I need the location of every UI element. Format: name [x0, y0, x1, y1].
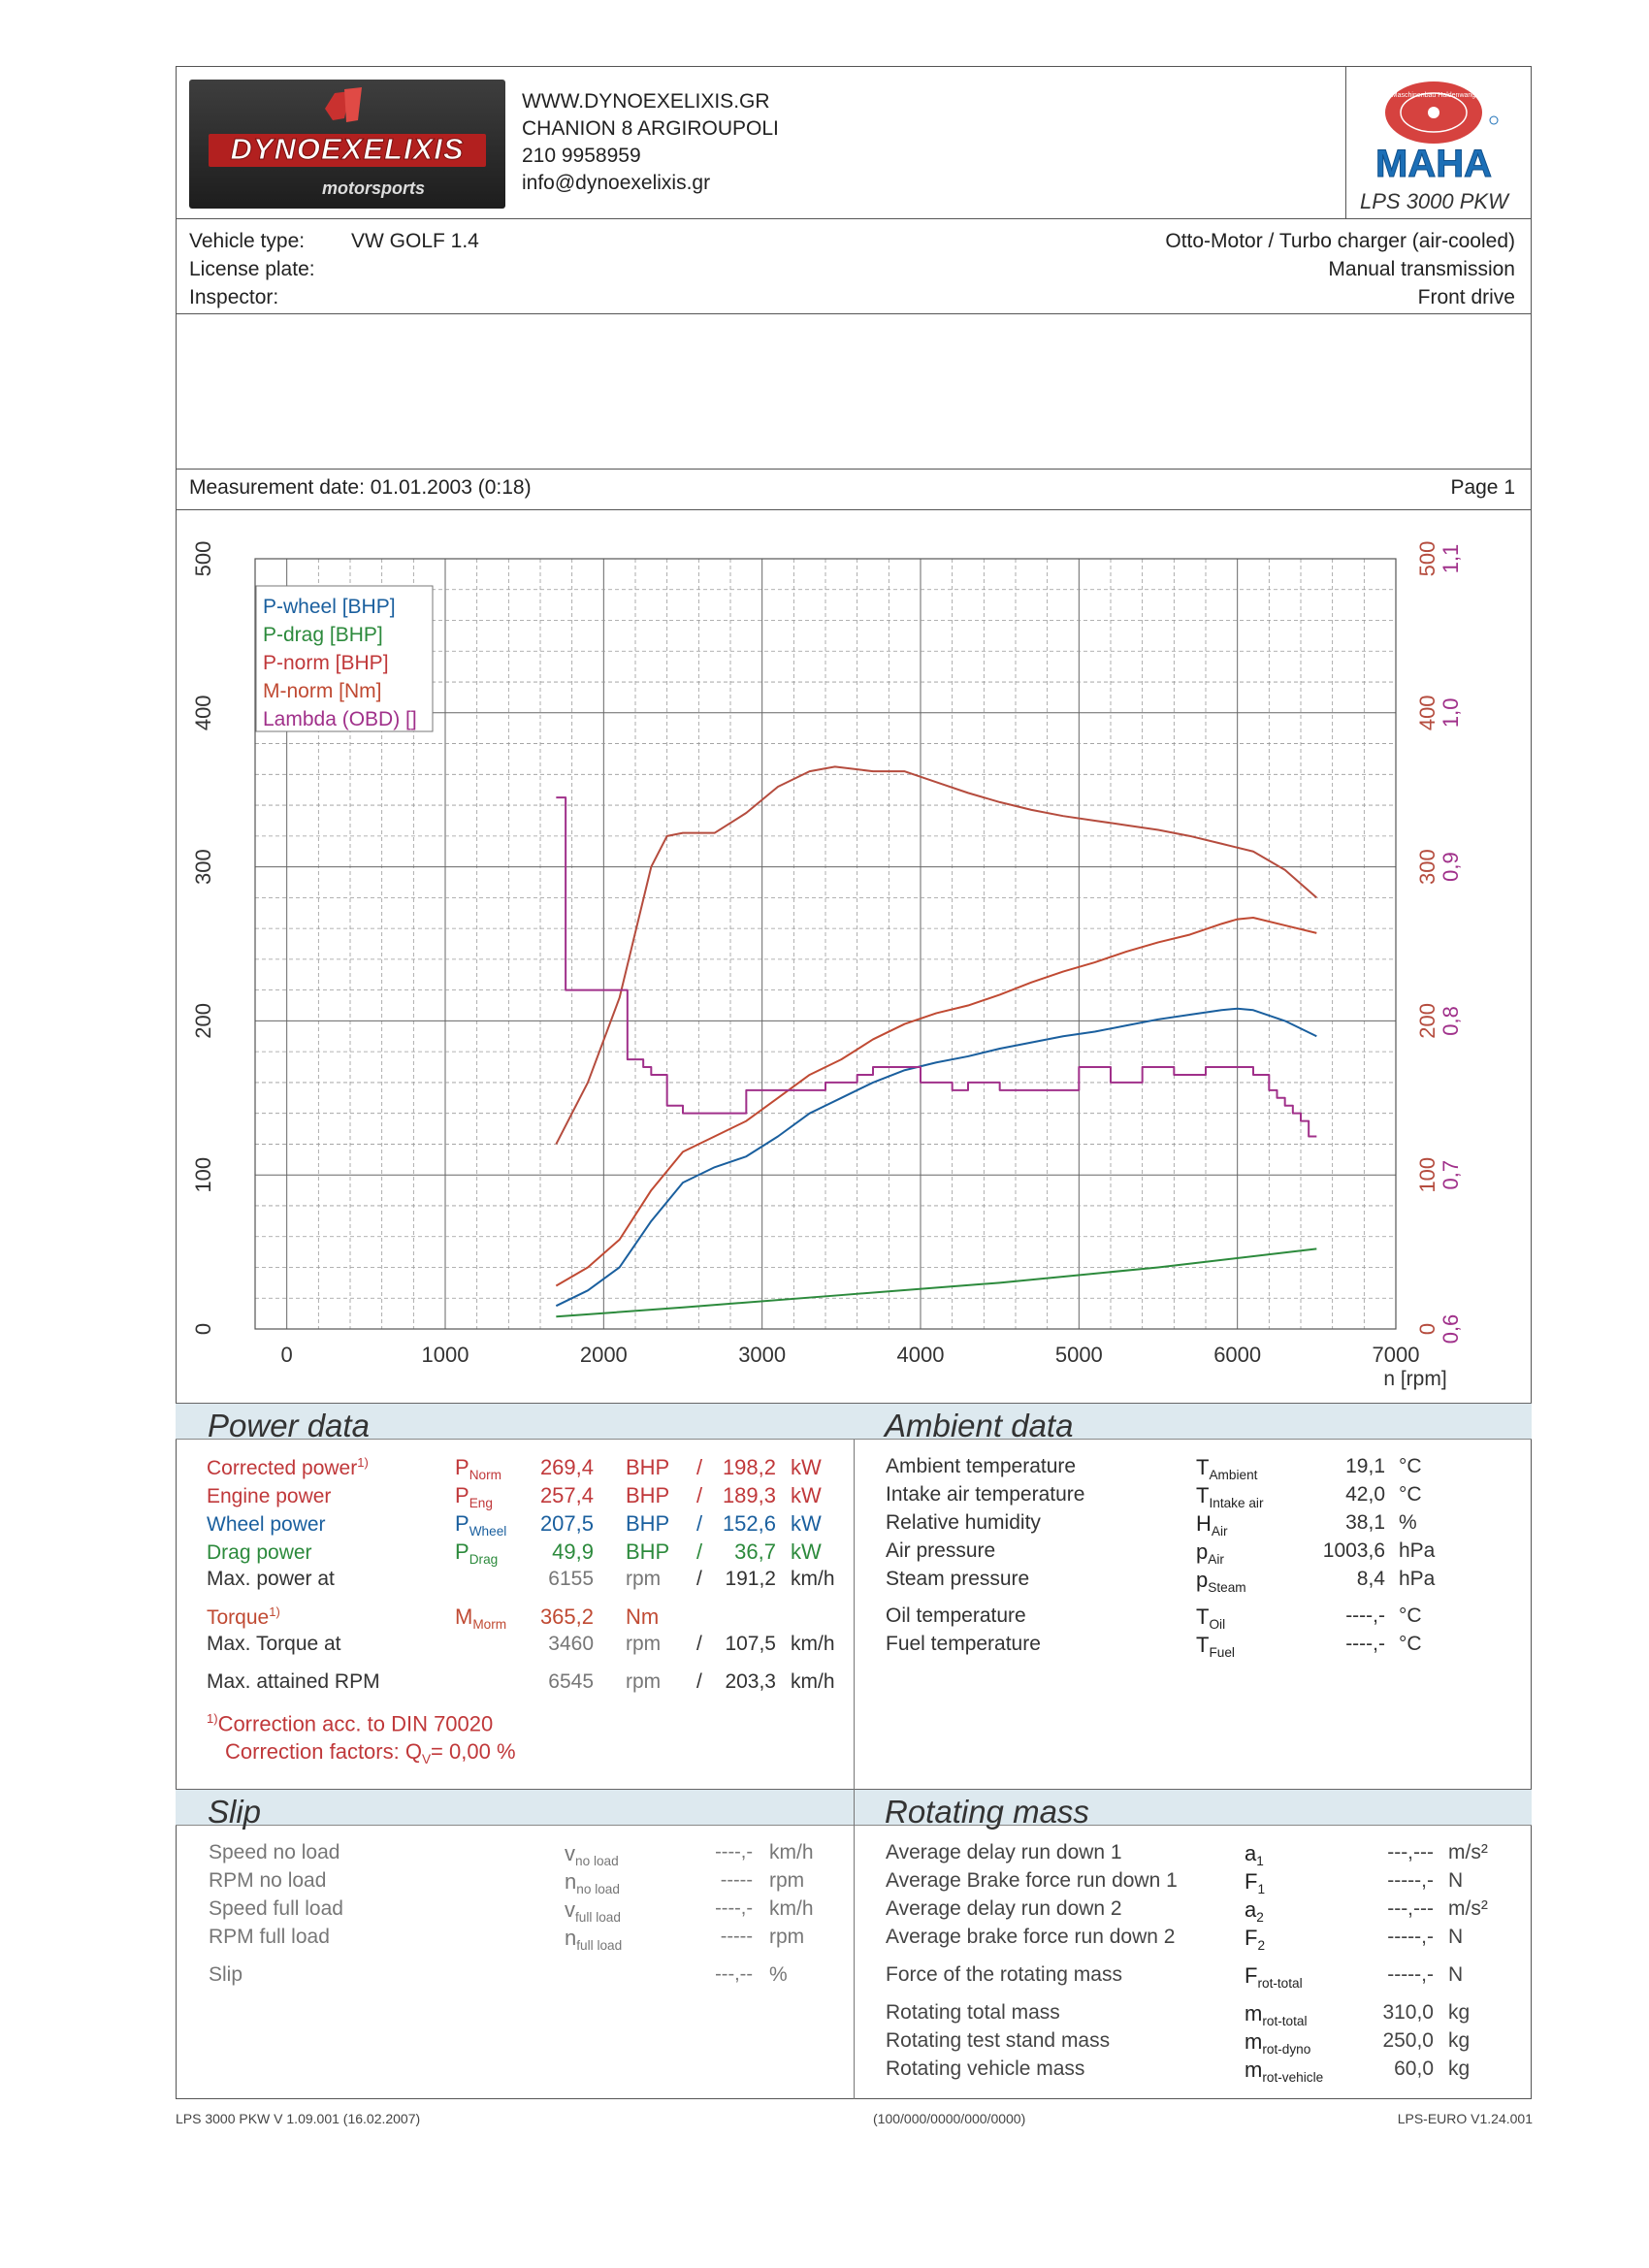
rotating-symbol-subscript: 1 — [1256, 1853, 1264, 1868]
max-power-at-unit: rpm — [626, 1568, 662, 1590]
ambient-row-label: Oil temperature — [886, 1604, 1026, 1627]
slip-unit: rpm — [769, 1926, 805, 1948]
rotating-symbol-subscript: rot-total — [1262, 2013, 1308, 2028]
measurement-date: Measurement date: 01.01.2003 (0:18) — [189, 476, 532, 499]
rotating-value: ---,--- — [1387, 1897, 1434, 1920]
ambient-row-label: Fuel temperature — [886, 1633, 1041, 1655]
correction-text: Correction acc. to DIN 70020 — [217, 1711, 494, 1736]
power-kw-unit: kW — [791, 1455, 822, 1479]
correction-note — [207, 1711, 493, 1736]
slip-symbol-letter: n — [565, 1869, 577, 1894]
torque-label — [207, 1604, 280, 1630]
x-tick-label: 0 — [280, 1343, 293, 1367]
ambient-row-label: Ambient temperature — [886, 1455, 1077, 1477]
right-power-tick-label: 300 — [1415, 849, 1439, 885]
rotating-value: 60,0 — [1394, 2057, 1434, 2080]
power-row-label-text: Drag power — [207, 1541, 312, 1564]
power-kw-value: 152,6 — [722, 1511, 776, 1536]
x-tick-label: 5000 — [1054, 1343, 1103, 1367]
max-rpm-value: 6545 — [548, 1670, 594, 1693]
slip-title: Slip — [208, 1794, 262, 1830]
rotating-row-label: Average Brake force run down 1 — [886, 1869, 1178, 1892]
slip-value: ---,-- — [715, 1963, 753, 1985]
power-symbol-subscript: Norm — [469, 1467, 501, 1482]
rotating-unit: N — [1448, 1926, 1464, 1948]
slip-row-label: Speed no load — [209, 1841, 340, 1863]
rotating-row-label: Average delay run down 2 — [886, 1897, 1122, 1920]
rotating-unit: N — [1448, 1869, 1464, 1892]
power-symbol-letter: P — [455, 1455, 469, 1479]
rotating-unit: kg — [1448, 2029, 1471, 2052]
right-lambda-tick-label: 1,0 — [1439, 697, 1463, 729]
slip-unit: km/h — [769, 1841, 814, 1863]
power-symbol-letter: P — [455, 1483, 469, 1507]
slip-symbol — [565, 1841, 619, 1868]
x-tick-label: 4000 — [896, 1343, 945, 1367]
rotating-value: 250,0 — [1382, 2029, 1434, 2052]
rotating-symbol — [1245, 1897, 1264, 1925]
rotating-symbol-subscript: rot-vehicle — [1262, 2069, 1324, 2085]
max-power-at-speed-unit: km/h — [791, 1568, 835, 1590]
divider — [1345, 66, 1346, 218]
rotating-value: -----,- — [1387, 1963, 1434, 1986]
right-lambda-tick-label: 0,6 — [1439, 1313, 1463, 1345]
power-bhp-value: 49,9 — [552, 1539, 594, 1564]
ambient-unit: hPa — [1399, 1568, 1436, 1590]
power-bhp-unit: BHP — [626, 1455, 670, 1479]
power-kw-value: 189,3 — [722, 1483, 776, 1507]
power-separator: / — [696, 1483, 703, 1507]
rotating-row-label: Average brake force run down 2 — [886, 1926, 1176, 1948]
ambient-symbol-letter: p — [1196, 1568, 1209, 1592]
ambient-symbol-letter: T — [1196, 1483, 1210, 1507]
ambient-symbol-subscript: Air — [1208, 1551, 1224, 1567]
rotating-row-label: Rotating vehicle mass — [886, 2057, 1085, 2080]
max-rpm-separator: / — [696, 1670, 702, 1693]
power-row-label-text: Engine power — [207, 1485, 332, 1507]
ambient-symbol-letter: H — [1196, 1511, 1212, 1536]
rotating-row-label: Rotating test stand mass — [886, 2029, 1111, 2052]
rotating-symbol — [1245, 2029, 1310, 2057]
slip-row-label: Speed full load — [209, 1897, 343, 1920]
rotating-symbol-letter: F — [1245, 1926, 1258, 1950]
ambient-symbol — [1196, 1455, 1257, 1482]
power-row-label-text: Wheel power — [207, 1513, 326, 1536]
x-tick-label: 1000 — [421, 1343, 469, 1367]
slip-unit: km/h — [769, 1897, 814, 1920]
logo-brand-text: DYNOEXELIXIS — [230, 132, 465, 166]
torque-unit: Nm — [626, 1604, 660, 1629]
max-torque-at-unit: rpm — [626, 1633, 662, 1655]
logo-tagline: motorsports — [321, 178, 426, 198]
series-line-3 — [556, 918, 1316, 1286]
rotating-unit: kg — [1448, 2057, 1471, 2080]
maha-ring-text: Maschinenbau Haldenwang — [1391, 92, 1476, 99]
section-header-bar — [176, 1403, 1532, 1440]
torque-value: 365,2 — [539, 1604, 594, 1629]
x-tick-label: 3000 — [738, 1343, 787, 1367]
power-symbol-letter: P — [455, 1511, 469, 1536]
slip-symbol — [565, 1869, 620, 1896]
rotating-value: ---,--- — [1387, 1841, 1434, 1863]
correction-factors-label: Correction factors: Q — [225, 1739, 422, 1764]
rotating-symbol-letter: m — [1245, 2001, 1263, 2025]
page-number: Page 1 — [1450, 476, 1515, 499]
max-torque-at-separator: / — [696, 1633, 702, 1655]
rotating-symbol — [1245, 1869, 1265, 1896]
ambient-value: ----,- — [1345, 1604, 1385, 1627]
max-torque-at-speed-unit: km/h — [791, 1633, 835, 1655]
right-power-tick-label: 500 — [1415, 540, 1439, 577]
dyno-chart — [176, 514, 1532, 1403]
max-torque-at-speed: 107,5 — [725, 1633, 776, 1655]
divider — [176, 313, 1532, 314]
rotating-value: 310,0 — [1382, 2001, 1434, 2024]
rotating-symbol-subscript: 2 — [1256, 1909, 1264, 1925]
ambient-value: 19,1 — [1345, 1455, 1385, 1477]
max-rpm-label: Max. attained RPM — [207, 1670, 380, 1693]
ambient-symbol-subscript: Fuel — [1209, 1644, 1235, 1660]
rotating-row-label: Rotating total mass — [886, 2001, 1060, 2024]
power-row-label-text: Corrected power — [207, 1457, 358, 1479]
rotating-symbol — [1245, 2001, 1308, 2028]
rotating-symbol-letter: m — [1245, 2057, 1263, 2082]
slip-symbol-letter: n — [565, 1926, 577, 1950]
power-row-label — [207, 1455, 369, 1480]
dynoexelixis-logo — [189, 80, 505, 209]
y-tick-label: 500 — [191, 540, 215, 577]
address-text: CHANION 8 ARGIROUPOLI — [522, 117, 779, 140]
rotating-symbol-letter: a — [1245, 1841, 1257, 1865]
legend-entry: P-drag [BHP] — [263, 624, 383, 646]
divider — [176, 469, 1532, 470]
ambient-value: 1003,6 — [1322, 1539, 1385, 1562]
power-bhp-unit: BHP — [626, 1483, 670, 1507]
legend-entry: Lambda (OBD) [] — [263, 708, 417, 730]
rotating-unit: N — [1448, 1963, 1464, 1986]
model-text: LPS 3000 PKW — [1360, 189, 1508, 213]
ambient-unit: hPa — [1399, 1539, 1436, 1562]
rotating-symbol-subscript: rot-dyno — [1262, 2041, 1311, 2057]
series-line-2 — [556, 1248, 1316, 1316]
ambient-value: ----,- — [1345, 1633, 1385, 1655]
website-text: WWW.DYNOEXELIXIS.GR — [522, 90, 770, 113]
footnote-marker: 1) — [357, 1455, 369, 1470]
ambient-value: 38,1 — [1345, 1511, 1385, 1534]
slip-symbol-subscript: no load — [575, 1853, 619, 1868]
slip-value: ----,- — [715, 1897, 753, 1919]
drive-type: Front drive — [1417, 286, 1515, 308]
legend-entry: P-wheel [BHP] — [263, 596, 396, 618]
max-rpm-speed: 203,3 — [725, 1670, 776, 1693]
correction-factors — [225, 1739, 516, 1766]
y-tick-label: 0 — [191, 1322, 215, 1336]
power-row-label — [207, 1539, 312, 1565]
right-lambda-tick-label: 1,1 — [1439, 543, 1463, 574]
slip-row-label: RPM full load — [209, 1926, 330, 1948]
footnote-marker: 1) — [269, 1604, 280, 1619]
ambient-symbol-letter: T — [1196, 1455, 1210, 1479]
x-tick-label: 6000 — [1213, 1343, 1262, 1367]
slip-unit: % — [769, 1963, 788, 1986]
power-data-title: Power data — [208, 1408, 370, 1443]
right-lambda-tick-label: 0,7 — [1439, 1159, 1463, 1190]
ambient-symbol — [1196, 1604, 1225, 1632]
ambient-data-title: Ambient data — [885, 1408, 1074, 1443]
correction-factors-value: = 0,00 % — [431, 1739, 516, 1764]
right-power-tick-label: 0 — [1415, 1322, 1439, 1336]
rotating-symbol-subscript: 2 — [1257, 1937, 1266, 1953]
x-tick-label: 7000 — [1372, 1343, 1420, 1367]
slip-symbol-subscript: full load — [575, 1909, 621, 1925]
rotating-mass-title: Rotating mass — [885, 1794, 1089, 1830]
license-plate-label: License plate: — [189, 258, 315, 280]
slip-symbol-subscript: full load — [576, 1937, 623, 1953]
power-bhp-value: 207,5 — [539, 1511, 594, 1536]
slip-row-label: Slip — [209, 1963, 243, 1986]
max-rpm-unit: rpm — [626, 1670, 662, 1693]
ambient-symbol-letter: p — [1196, 1539, 1209, 1564]
inspector-label: Inspector: — [189, 286, 279, 308]
rotating-symbol — [1245, 1926, 1265, 1953]
power-bhp-value: 257,4 — [539, 1483, 594, 1507]
ambient-symbol — [1196, 1539, 1224, 1567]
rotating-unit: m/s² — [1448, 1841, 1488, 1863]
right-power-tick-label: 100 — [1415, 1156, 1439, 1193]
rotating-unit: kg — [1448, 2001, 1471, 2024]
rotating-symbol-letter: F — [1245, 1963, 1258, 1988]
torque-symbol-letter: M — [455, 1604, 473, 1629]
power-symbol-subscript: Drag — [469, 1551, 499, 1567]
rotating-symbol-letter: m — [1245, 2029, 1263, 2054]
email-text: info@dynoexelixis.gr — [522, 172, 711, 194]
phone-text: 210 9958959 — [522, 145, 641, 167]
ambient-row-label: Relative humidity — [886, 1511, 1041, 1534]
slip-symbol-letter: v — [565, 1897, 575, 1922]
ambient-row-label: Air pressure — [886, 1539, 996, 1562]
power-kw-value: 36,7 — [734, 1539, 776, 1564]
rotating-symbol — [1245, 1841, 1264, 1868]
vehicle-type-value: VW GOLF 1.4 — [351, 230, 479, 252]
max-torque-at-value: 3460 — [548, 1633, 594, 1655]
power-separator: / — [696, 1455, 703, 1479]
rotating-symbol-subscript: rot-total — [1257, 1975, 1303, 1991]
power-symbol-subscript: Eng — [469, 1495, 493, 1510]
slip-symbol — [565, 1926, 622, 1953]
power-kw-unit: kW — [791, 1511, 822, 1536]
power-kw-unit: kW — [791, 1483, 822, 1507]
ambient-row-label: Intake air temperature — [886, 1483, 1085, 1506]
max-power-at-speed: 191,2 — [725, 1568, 776, 1590]
vehicle-type-label: Vehicle type: — [189, 230, 306, 252]
power-symbol-letter: P — [455, 1539, 469, 1564]
chart-legend — [256, 586, 433, 731]
power-row-label — [207, 1483, 331, 1508]
power-row-label — [207, 1511, 326, 1537]
power-symbol — [455, 1455, 501, 1482]
ambient-value: 8,4 — [1356, 1568, 1385, 1590]
right-power-tick-label: 200 — [1415, 1003, 1439, 1039]
footer-version: LPS 3000 PKW V 1.09.001 (16.02.2007) — [176, 2111, 421, 2126]
ambient-unit: °C — [1399, 1483, 1422, 1506]
ambient-unit: °C — [1399, 1455, 1422, 1477]
torque-label-text: Torque — [207, 1606, 270, 1629]
max-torque-at-label: Max. Torque at — [207, 1633, 341, 1655]
rotating-row-label: Average delay run down 1 — [886, 1841, 1122, 1863]
x-axis-label: n [rpm] — [1383, 1368, 1447, 1390]
ambient-symbol-letter: T — [1196, 1633, 1210, 1657]
slip-unit: rpm — [769, 1869, 805, 1892]
x-tick-label: 2000 — [579, 1343, 628, 1367]
ambient-symbol-letter: T — [1196, 1604, 1210, 1629]
ambient-symbol-subscript: Air — [1211, 1523, 1228, 1539]
engine-type: Otto-Motor / Turbo charger (air-cooled) — [1165, 230, 1515, 252]
slip-value: ----- — [720, 1926, 753, 1947]
legend-entry: P-norm [BHP] — [263, 652, 389, 674]
max-rpm-speed-unit: km/h — [791, 1670, 835, 1693]
ambient-value: 42,0 — [1345, 1483, 1385, 1506]
power-bhp-unit: BHP — [626, 1511, 670, 1536]
max-power-at-separator: / — [696, 1568, 702, 1590]
power-symbol — [455, 1511, 506, 1539]
slip-symbol-letter: v — [565, 1841, 575, 1865]
rotating-row-label: Force of the rotating mass — [886, 1963, 1122, 1986]
divider — [176, 218, 1532, 219]
ambient-unit: °C — [1399, 1633, 1422, 1655]
right-lambda-tick-label: 0,8 — [1439, 1006, 1463, 1036]
divider — [854, 1403, 855, 1789]
ambient-symbol — [1196, 1633, 1235, 1660]
slip-row-label: RPM no load — [209, 1869, 327, 1892]
ambient-symbol — [1196, 1511, 1228, 1539]
footnote-marker: 1) — [207, 1711, 218, 1726]
power-separator: / — [696, 1511, 703, 1536]
power-symbol — [455, 1483, 493, 1510]
rotating-value: -----,- — [1387, 1869, 1434, 1892]
slip-symbol — [565, 1897, 621, 1925]
torque-symbol — [455, 1604, 506, 1632]
slip-value: ----,- — [715, 1841, 753, 1863]
rotating-symbol — [1245, 2057, 1323, 2085]
legend-entry: M-norm [Nm] — [263, 680, 382, 702]
rotating-symbol-letter: a — [1245, 1897, 1257, 1922]
ambient-unit: °C — [1399, 1604, 1422, 1627]
power-kw-value: 198,2 — [722, 1455, 776, 1479]
power-bhp-unit: BHP — [626, 1539, 670, 1564]
right-power-tick-label: 400 — [1415, 695, 1439, 731]
rotating-value: -----,- — [1387, 1926, 1434, 1948]
correction-factors-subscript: V — [421, 1751, 432, 1766]
ambient-symbol-subscript: Ambient — [1209, 1467, 1258, 1482]
ambient-unit: % — [1399, 1511, 1417, 1534]
y-tick-label: 300 — [191, 849, 215, 885]
divider — [176, 509, 1532, 510]
ambient-symbol — [1196, 1483, 1264, 1510]
chart-series — [556, 766, 1316, 1316]
ambient-symbol-subscript: Steam — [1208, 1579, 1246, 1595]
power-bhp-value: 269,4 — [539, 1455, 594, 1479]
maha-logo-text: MAHA — [1375, 143, 1492, 182]
torque-symbol-subscript: Morm — [472, 1616, 507, 1632]
series-line-4 — [556, 766, 1316, 1144]
rotating-symbol-subscript: 1 — [1257, 1881, 1266, 1896]
max-power-at-value: 6155 — [548, 1568, 594, 1590]
ambient-symbol-subscript: Intake air — [1209, 1495, 1264, 1510]
power-symbol — [455, 1539, 498, 1567]
ambient-row-label: Steam pressure — [886, 1568, 1030, 1590]
series-line-5 — [556, 797, 1316, 1136]
footer-code: (100/000/0000/000/0000) — [873, 2111, 1026, 2126]
slip-value: ----- — [720, 1869, 753, 1891]
right-lambda-tick-label: 0,9 — [1439, 852, 1463, 882]
transmission-type: Manual transmission — [1328, 258, 1515, 280]
slip-symbol-subscript: no load — [576, 1881, 620, 1896]
y-tick-label: 100 — [191, 1156, 215, 1193]
divider — [854, 1789, 855, 2099]
y-tick-label: 400 — [191, 695, 215, 731]
max-power-at-label: Max. power at — [207, 1568, 335, 1590]
power-kw-unit: kW — [791, 1539, 822, 1564]
rotating-symbol-letter: F — [1245, 1869, 1258, 1894]
footer-software: LPS-EURO V1.24.001 — [1397, 2111, 1533, 2126]
power-separator: / — [696, 1539, 703, 1564]
power-symbol-subscript: Wheel — [469, 1523, 507, 1539]
ambient-symbol — [1196, 1568, 1246, 1595]
ambient-symbol-subscript: Oil — [1209, 1616, 1226, 1632]
y-tick-label: 200 — [191, 1003, 215, 1039]
maha-logo — [1366, 76, 1502, 182]
rotating-symbol — [1245, 1963, 1303, 1991]
rotating-unit: m/s² — [1448, 1897, 1488, 1920]
